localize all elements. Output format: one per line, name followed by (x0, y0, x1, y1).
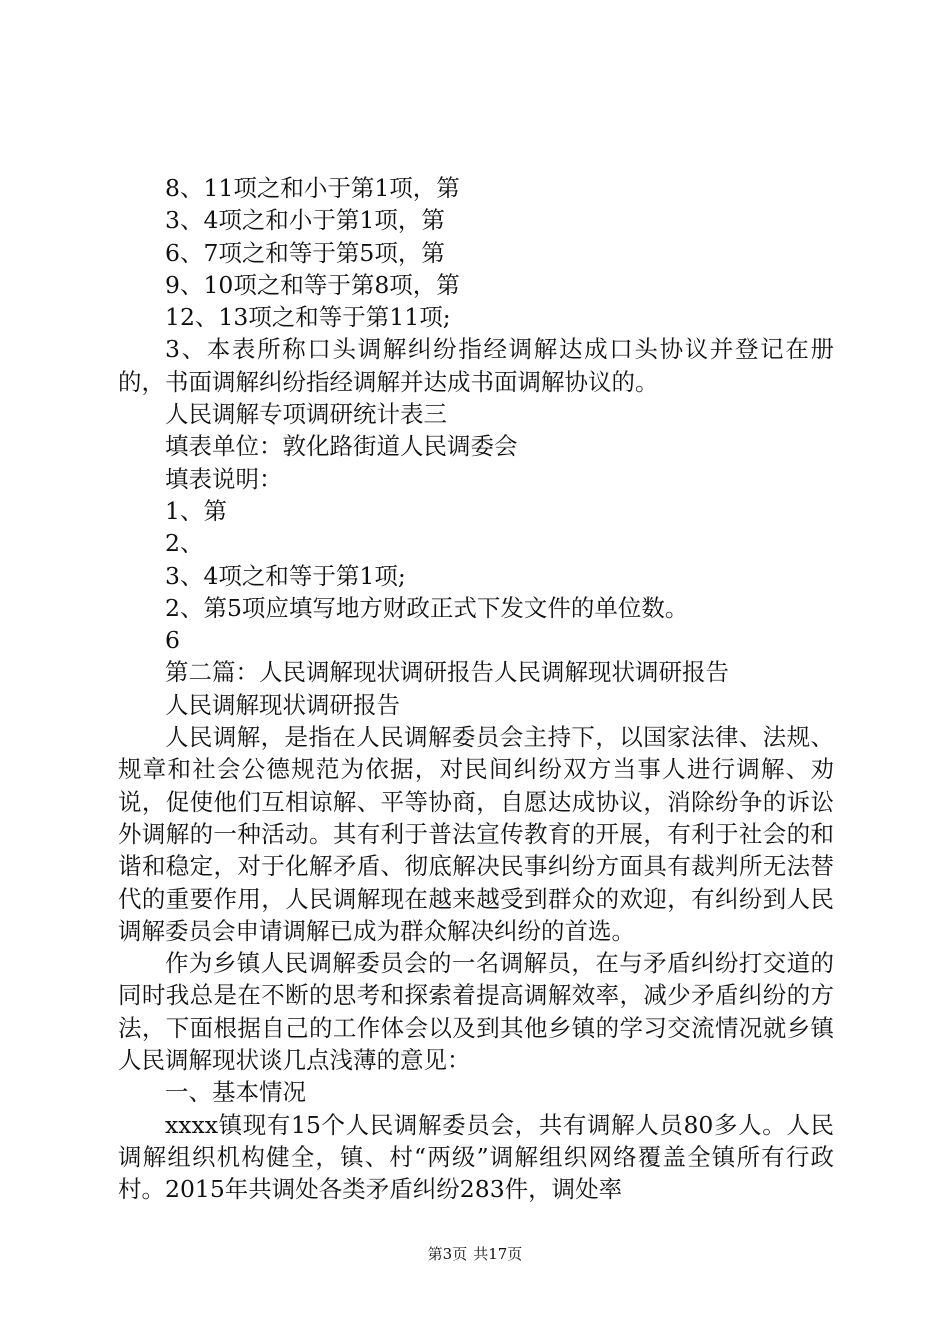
subsection-heading: 一、基本情况 (165, 1078, 306, 1107)
paragraph: 填表说明： (165, 464, 283, 493)
table-title: 人民调解专项调研统计表三 (165, 400, 447, 429)
paragraph: 3、本表所称口头调解纠纷指经调解达成口头协议并登记在册的，书面调解纠纷指经调解并达成书面调解协议的。 (118, 335, 834, 396)
paragraph: 作为乡镇人民调解委员会的一名调解员，在与矛盾纠纷打交道的同时我总是在不断的思考和探索着提高调解效率，减少矛盾纠纷的方法，下面根据自己的工作体会以及到其他乡镇的学习交流情况就乡镇人民调解现状谈几点浅薄的意见： (118, 949, 834, 1075)
paragraph: 6、7项之和等于第5项，第 (165, 238, 445, 267)
paragraph: 8、11项之和小于第1项，第 (165, 174, 460, 202)
document-body (118, 172, 834, 1206)
paragraph: 9、10项之和等于第8项，第 (165, 270, 460, 299)
section-heading: 第二篇：人民调解现状调研报告人民调解现状调研报告 (165, 658, 729, 687)
paragraph: 6 (165, 626, 180, 655)
paragraph: 3、4项之和等于第1项; (165, 561, 406, 590)
paragraph: 12、13项之和等于第11项; (165, 303, 451, 332)
paragraph: 1、第 (165, 496, 227, 525)
paragraph: 2、第5项应填写地方财政正式下发文件的单位数。 (165, 593, 689, 622)
paragraph: 2、 (165, 529, 204, 558)
report-title: 人民调解现状调研报告 (165, 690, 400, 719)
paragraph: 填表单位：敦化路街道人民调委会 (165, 432, 518, 461)
page-number: 第3页 (427, 1245, 468, 1263)
paragraph: 3、4项之和小于第1项，第 (165, 206, 445, 235)
page-total: 共17页 (473, 1245, 523, 1263)
paragraph: 人民调解，是指在人民调解委员会主持下，以国家法律、法规、规章和社会公德规范为依据，对民间纠纷双方当事人进行调解、劝说，促使他们互相谅解、平等协商，自愿达成协议，消除纷争的诉讼外调解的一种活动。其有利于普法宣传教育的开展，有利于社会的和谐和稳定，对于化解矛盾、彻底解决民事纠纷方面具有裁判所无法替代的重要作用，人民调解现在越来越受到群众的欢迎，有纠纷到人民调解委员会申请调解已成为群众解决纠纷的首选。 (118, 723, 834, 945)
page-footer (0, 1244, 950, 1264)
paragraph: xxxx镇现有15个人民调解委员会，共有调解人员80多人。人民调解组织机构健全，镇、村“两级”调解组织网络覆盖全镇所有行政村。2015年共调处各类矛盾纠纷283件，调处率 (118, 1110, 834, 1204)
